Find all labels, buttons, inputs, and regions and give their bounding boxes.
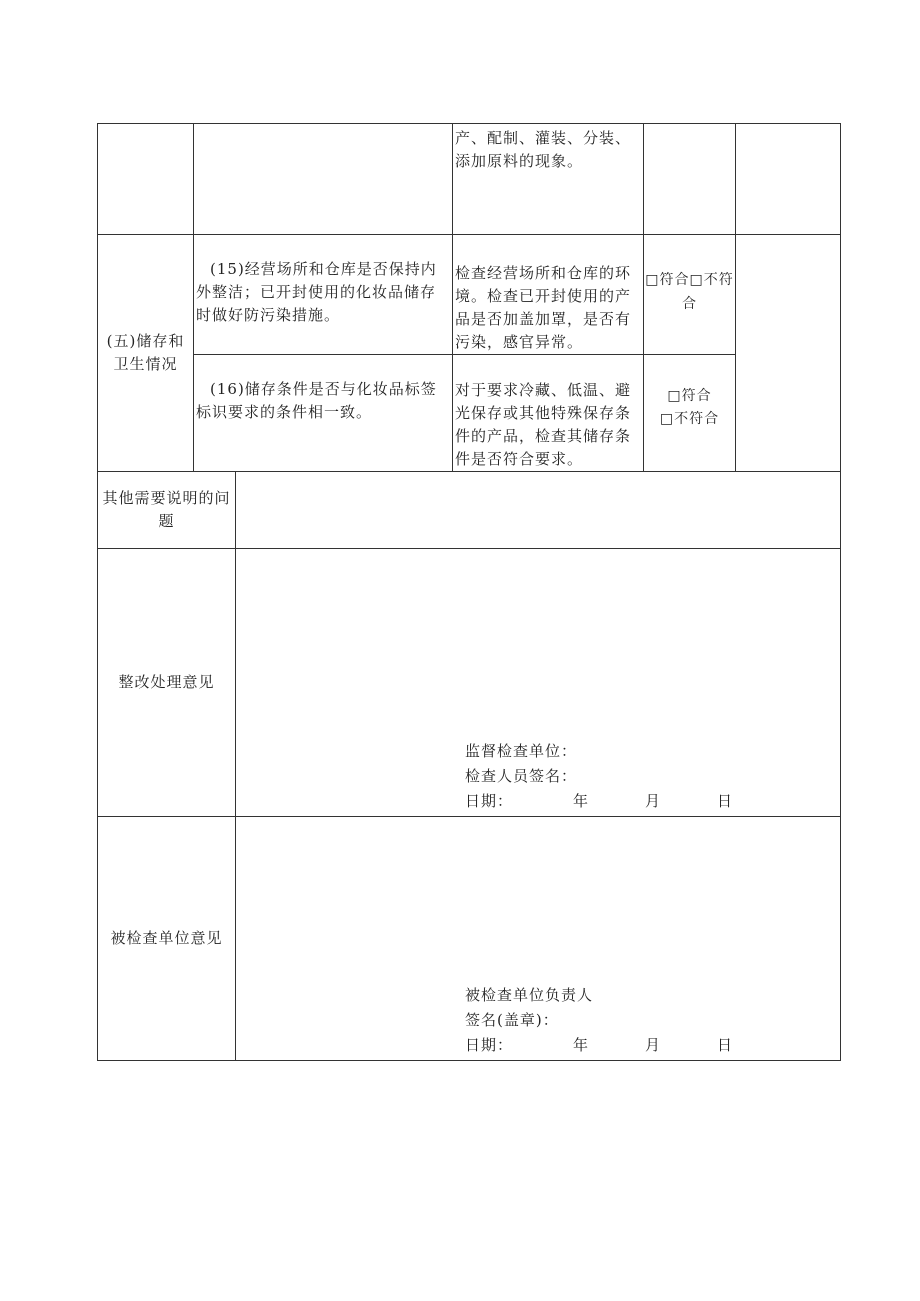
continuation-item-cell	[194, 124, 453, 235]
other-issues-field[interactable]	[236, 472, 841, 549]
inspected-unit-label-cell	[98, 817, 236, 1061]
section5-note-cell	[736, 235, 841, 472]
rectification-date-line	[465, 789, 733, 814]
other-issues-row	[98, 472, 841, 549]
continuation-row	[98, 124, 841, 235]
item-15-result-cell[interactable]	[644, 235, 736, 355]
rectification-label-cell	[98, 549, 236, 817]
rectification-month-label: 月	[645, 792, 662, 810]
inspected-unit-date-label: 日期：	[465, 1036, 514, 1054]
rectification-sign-block	[465, 739, 733, 814]
signature-seal-label: 签名(盖章)：	[465, 1011, 559, 1029]
item-15-result[interactable]: □符合□不符合	[645, 272, 734, 312]
inspected-unit-label: 被检查单位意见	[110, 929, 223, 947]
rectification-day-label: 日	[717, 792, 734, 810]
responsible-person-label: 被检查单位负责人	[465, 986, 594, 1004]
item-16-method-cell	[453, 355, 644, 472]
inspected-unit-day-label: 日	[717, 1036, 734, 1054]
inspector-signature-label: 检查人员签名：	[465, 767, 578, 785]
item-16-result-nonconform[interactable]: □不符合	[659, 411, 720, 427]
item-15-row	[98, 235, 841, 355]
rectification-year-label: 年	[573, 792, 590, 810]
item-15-method-cell	[453, 235, 644, 355]
item-16-method: 对于要求冷藏、低温、避光保存或其他特殊保存条件的产品，检查其储存条件是否符合要求。	[455, 381, 632, 468]
item-15-method: 检查经营场所和仓库的环境。检查已开封使用的产品是否加盖加罩，是否有污染，感官异常。	[455, 264, 632, 351]
item-16-result-cell[interactable]	[644, 355, 736, 472]
inspected-unit-row	[98, 817, 841, 1061]
rectification-label: 整改处理意见	[118, 673, 215, 691]
item-16-cell	[194, 355, 453, 472]
inspected-unit-date-line	[465, 1033, 733, 1058]
other-issues-label-cell	[98, 472, 236, 549]
item-16-row	[98, 355, 841, 472]
continuation-result-cell	[644, 124, 736, 235]
continuation-category-cell	[98, 124, 194, 235]
other-issues-label: 其他需要说明的问题	[102, 489, 231, 530]
continuation-method-cell	[453, 124, 644, 235]
rectification-date-label: 日期：	[465, 792, 514, 810]
inspected-unit-month-label: 月	[645, 1036, 662, 1054]
inspected-unit-year-label: 年	[573, 1036, 590, 1054]
rectification-row	[98, 549, 841, 817]
item-16-result-conform[interactable]: □符合	[667, 388, 712, 404]
item-15-text: (15)经营场所和仓库是否保持内外整洁；已开封使用的化妆品储存时做好防污染措施。	[196, 260, 437, 324]
item-15-cell	[194, 235, 453, 355]
item-16-text: (16)储存条件是否与化妆品标签标识要求的条件相一致。	[196, 380, 437, 421]
continuation-method-text: 产、配制、灌装、分装、添加原料的现象。	[455, 129, 632, 170]
inspection-table	[97, 123, 841, 1061]
rectification-field[interactable]	[236, 549, 841, 817]
section5-category: (五)储存和卫生情况	[106, 332, 185, 373]
inspected-unit-sign-block	[465, 983, 733, 1058]
section5-category-cell	[98, 235, 194, 472]
supervision-unit-label: 监督检查单位：	[465, 742, 578, 760]
continuation-note-cell	[736, 124, 841, 235]
inspected-unit-field[interactable]	[236, 817, 841, 1061]
